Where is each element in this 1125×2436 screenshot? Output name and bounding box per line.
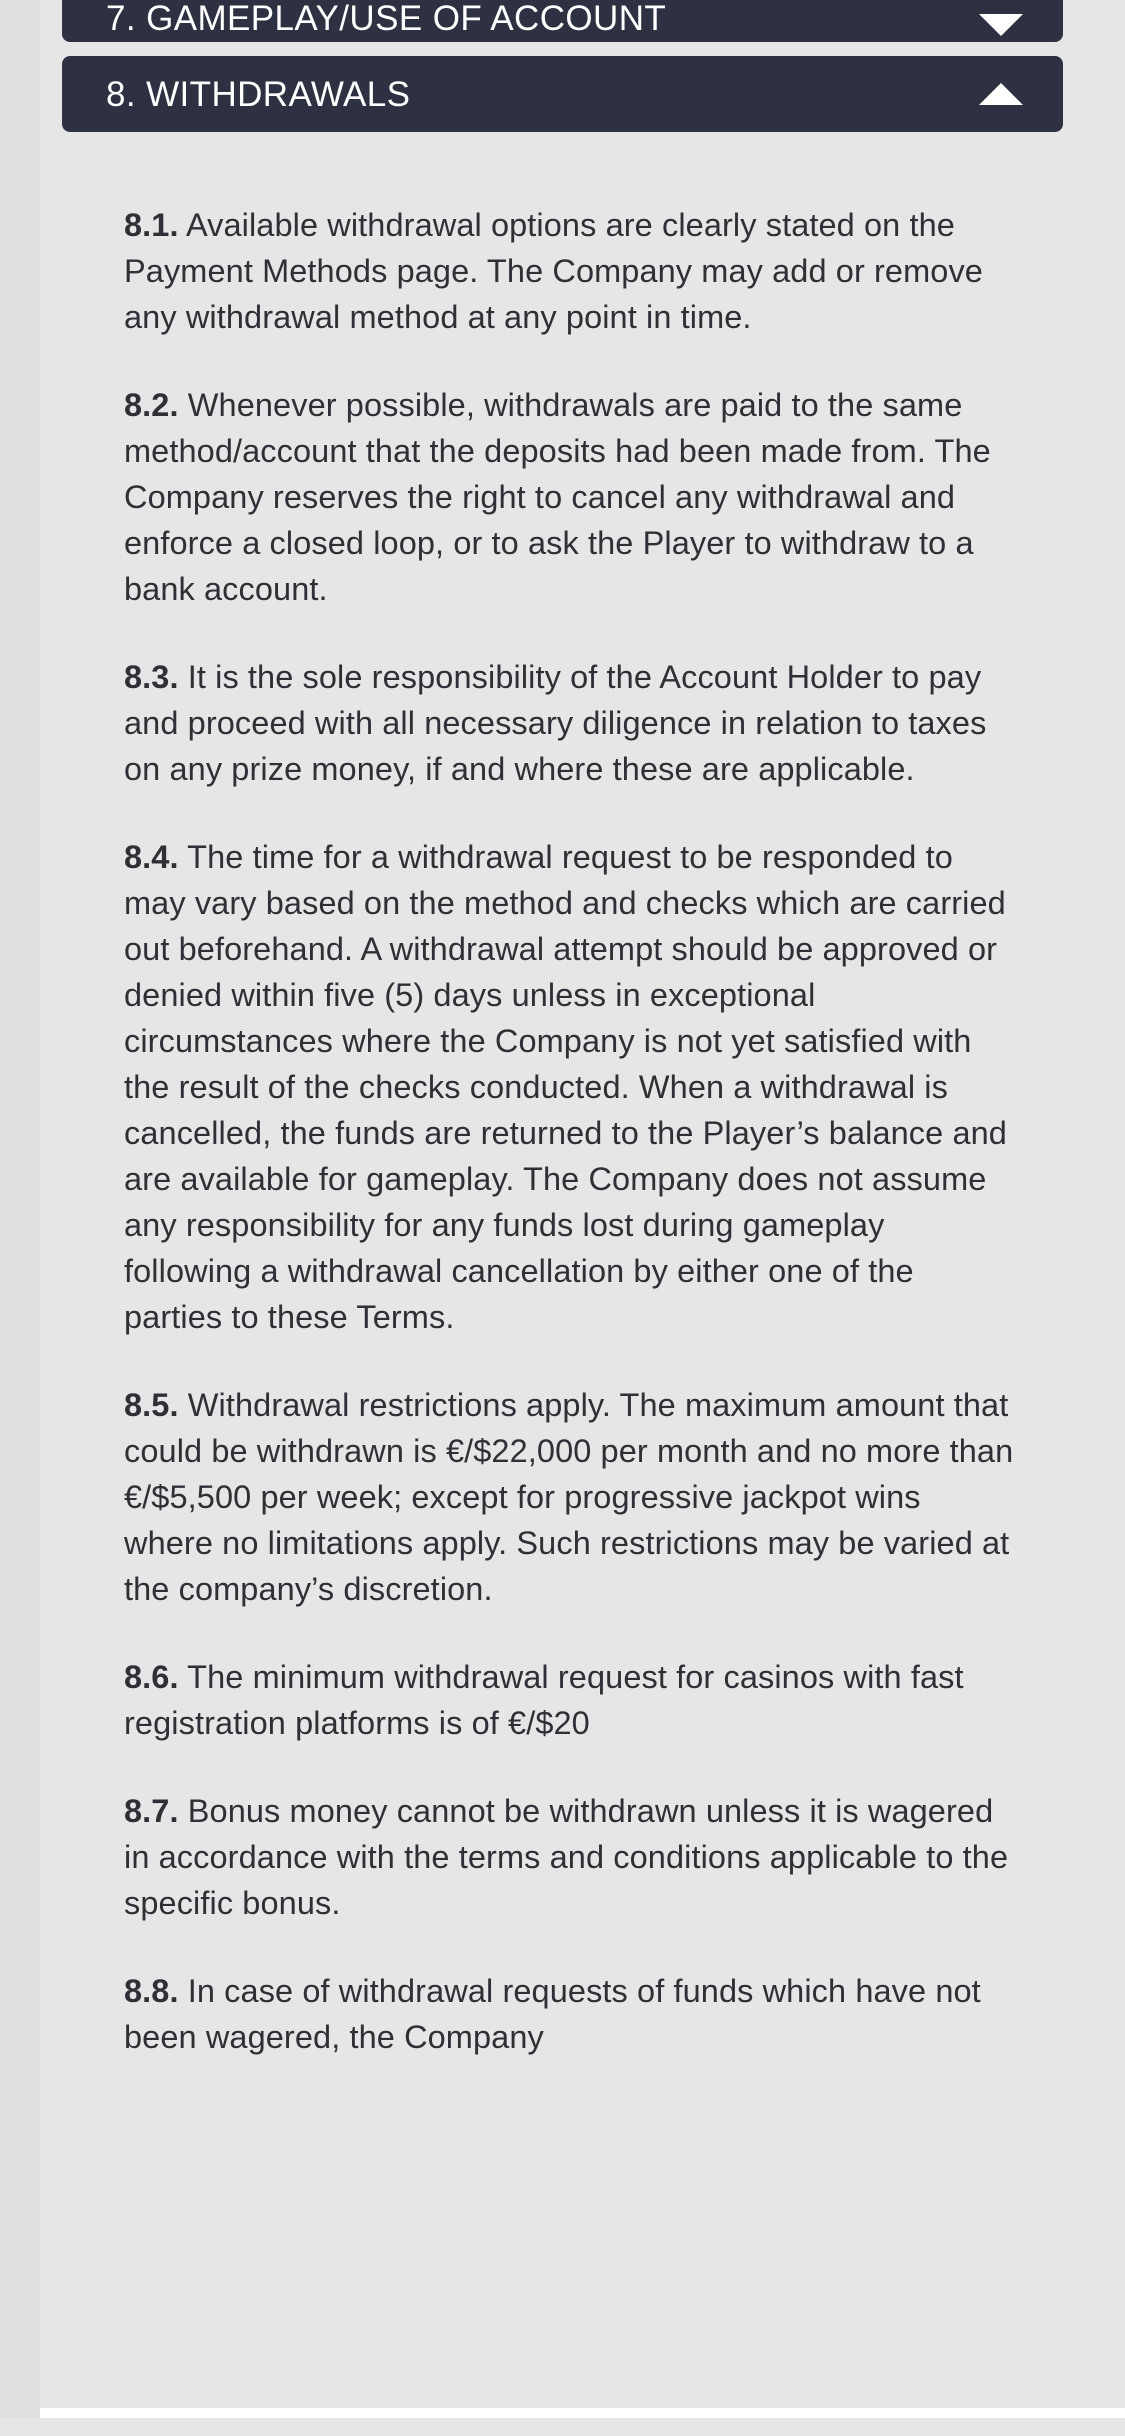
clause-text: Available withdrawal options are clearly stated on the Payment Methods page. The Company may add or remove any withdrawal method at any point in time. xyxy=(124,207,983,335)
clause-text: Withdrawal restrictions apply. The maximum amount that could be withdrawn is €/$22,000 per month and no more than €/$5,500 per week; except for progressive jackpot wins where no limitations apply. Such restrictions may be varied at the company’s discretion. xyxy=(124,1387,1014,1607)
clause-number: 8.8. xyxy=(124,1973,179,2009)
accordion-title-section-7: 7. GAMEPLAY/USE OF ACCOUNT xyxy=(106,0,667,38)
accordion-body-section-8 xyxy=(62,146,1063,2060)
clause-8-6 xyxy=(124,1654,1015,1746)
clause-text: It is the sole responsibility of the Account Holder to pay and proceed with all necessary diligence in relation to taxes on any prize money, if and where these are applicable. xyxy=(124,659,987,787)
clause-number: 8.5. xyxy=(124,1387,179,1423)
chevron-up-icon[interactable] xyxy=(979,83,1023,105)
clause-number: 8.1. xyxy=(124,207,179,243)
chevron-down-icon[interactable] xyxy=(979,14,1023,36)
clause-number: 8.6. xyxy=(124,1659,179,1695)
home-indicator xyxy=(348,2408,778,2418)
clause-8-3 xyxy=(124,654,1015,792)
clause-8-8 xyxy=(124,1968,1015,2060)
clause-text: The minimum withdrawal request for casinos with fast registration platforms is of €/$20 xyxy=(124,1659,964,1741)
clause-number: 8.4. xyxy=(124,839,179,875)
clause-text: In case of withdrawal requests of funds which have not been wagered, the Company xyxy=(124,1973,981,2055)
clause-8-7 xyxy=(124,1788,1015,1926)
accordion-header-section-7[interactable] xyxy=(62,0,1063,42)
clause-8-4 xyxy=(124,834,1015,1340)
clause-8-2 xyxy=(124,382,1015,612)
clause-number: 8.7. xyxy=(124,1793,179,1829)
clause-text: The time for a withdrawal request to be responded to may vary based on the method and checks which are carried out beforehand. A withdrawal attempt should be approved or denied within five (5) days unless in exceptional circumstances where the Company is not yet satisfied with the result of the checks conducted. When a withdrawal is cancelled, the funds are returned to the Player’s balance and are available for gameplay. The Company does not assume any responsibility for any funds lost during gameplay following a withdrawal cancellation by either one of the parties to these Terms. xyxy=(124,839,1007,1335)
clause-8-5 xyxy=(124,1382,1015,1612)
clause-text: Bonus money cannot be withdrawn unless it is wagered in accordance with the terms and conditions applicable to the specific bonus. xyxy=(124,1793,1009,1921)
clause-number: 8.2. xyxy=(124,387,179,423)
clause-8-1 xyxy=(124,202,1015,340)
accordion-title-section-8: 8. WITHDRAWALS xyxy=(106,74,411,114)
clause-number: 8.3. xyxy=(124,659,179,695)
clause-text: Whenever possible, withdrawals are paid to the same method/account that the deposits had been made from. The Company reserves the right to cancel any withdrawal and enforce a closed loop, or to ask the Player to withdraw to a bank account. xyxy=(124,387,991,607)
accordion-header-section-8[interactable] xyxy=(62,56,1063,132)
